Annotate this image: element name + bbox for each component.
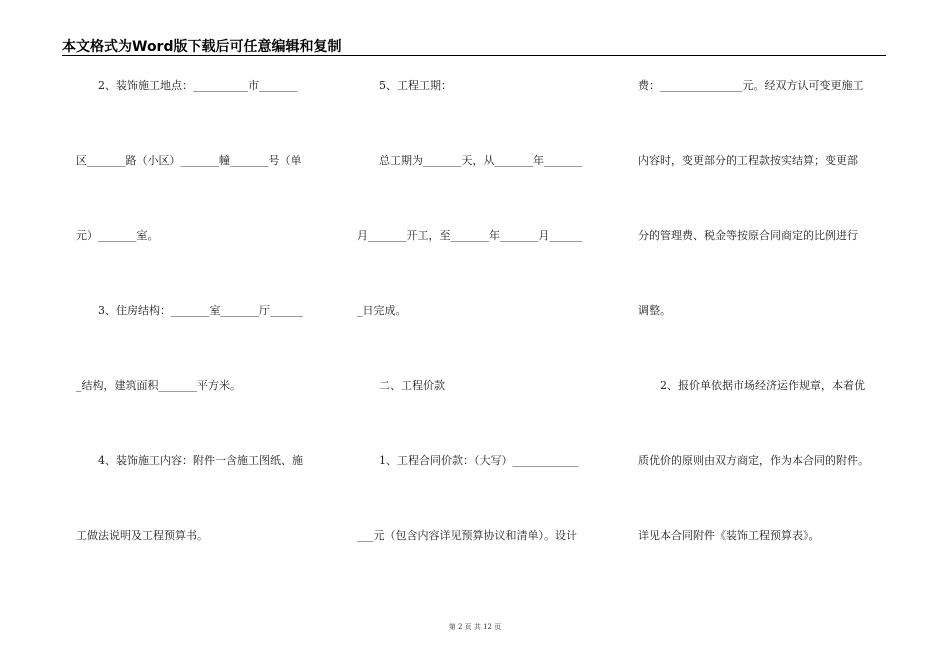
text-line: 工做法说明及工程预算书。	[76, 529, 208, 542]
section-heading: 二、工程价款	[357, 379, 445, 392]
text-line: 费：_______________元。经双方认可变更施工	[638, 79, 864, 92]
text-line: 区_______路（小区）_______幢_______号（单	[76, 154, 302, 167]
text-line: _结构，建筑面积_______平方米。	[76, 379, 241, 392]
header-divider	[62, 55, 886, 56]
text-line: 详见本合同附件《装饰工程预算表》。	[638, 529, 820, 542]
text-line: 总工期为_______天，从_______年_______	[357, 154, 583, 167]
text-line: 1、工程合同价款：（大写）____________	[357, 454, 579, 467]
text-line: 元）_______室。	[76, 229, 159, 242]
document-header-title: 本文格式为Word版下载后可任意编辑和复制	[62, 39, 342, 55]
text-line: 分的管理费、税金等按原合同商定的比例进行	[638, 229, 858, 242]
text-line: 内容时，变更部分的工程款按实结算；变更部	[638, 154, 858, 167]
text-line: 2、装饰施工地点：__________市_______	[76, 79, 298, 92]
text-line: ___元（包含内容详见预算协议和清单）。设计	[357, 529, 577, 542]
text-line: 2、报价单依据市场经济运作规章，本着优	[638, 379, 865, 392]
text-line: 3、住房结构：_______室_______厅______	[76, 304, 303, 317]
page-number: 第 2 页 共 12 页	[448, 623, 502, 631]
text-line: _日完成。	[357, 304, 407, 317]
text-line: 4、装饰施工内容：附件一含施工图纸、施	[76, 454, 303, 467]
text-line: 质优价的原则由双方商定，作为本合同的附件。	[638, 454, 869, 467]
text-line: 5、工程工期：	[357, 79, 452, 92]
text-line: 月_______开工，至_______年_______月______	[357, 229, 583, 242]
text-line: 调整。	[638, 304, 671, 317]
